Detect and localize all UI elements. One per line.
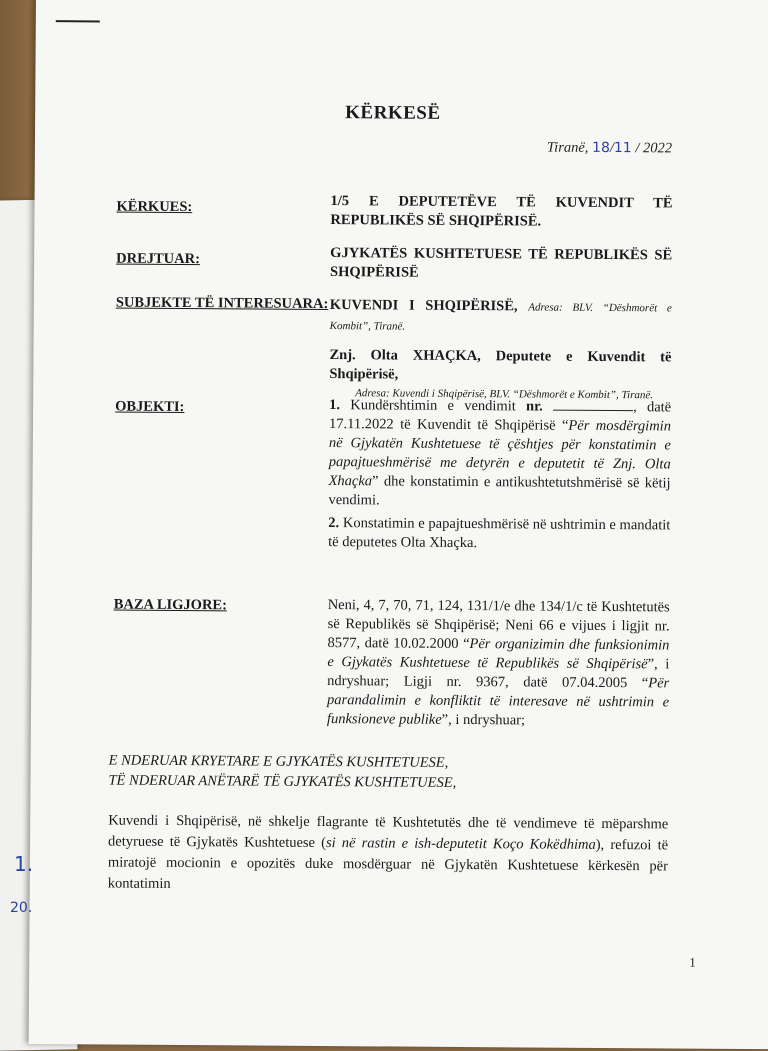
- objekti-item-1: [328, 396, 671, 512]
- item-1-text-c: ” dhe konstatimin e antikushtetutshmërisë së këtij vendimi.: [328, 473, 671, 509]
- item-1-nr: nr.: [525, 398, 543, 415]
- margin-note-1: 1.: [14, 852, 34, 876]
- year: / 2022: [635, 140, 673, 157]
- place-date: [547, 140, 672, 158]
- entity-2-name: Znj. Olta XHAÇKA, Deputete e Kuvendit të Shqipërisë,: [329, 347, 672, 383]
- kerkues-value: 1/5 E DEPUTETËVE TË KUVENDIT TË REPUBLIKËS SË SHQIPËRISË.: [330, 193, 673, 230]
- item-1-text-b: , datë 17.11.2022 të Kuvendit të Shqipërisë “: [328, 399, 672, 434]
- body-paragraph: [108, 811, 669, 899]
- handwritten-day: 18: [592, 139, 610, 157]
- salutation-line-1: E NDERUAR KRYETARE E GJYKATËS KUSHTETUESE,: [108, 752, 449, 771]
- baza-law-1: Për organizimin dhe funksionimin e Gjykatës Kushtetuese të Republikës së Shqipërisë: [327, 636, 670, 673]
- baza-label: BAZA LIGJORE:: [113, 596, 228, 614]
- salutation-line-2: TË NDERUAR ANËTARË TË GJYKATËS KUSHTETUESE,: [108, 772, 457, 791]
- drejtuar-label: DREJTUAR:: [116, 250, 200, 268]
- objekti-item-2: [328, 514, 670, 554]
- baza-text-3: ”, i ndryshuar;: [441, 711, 526, 729]
- blank-line: [553, 398, 633, 412]
- objekti-label: OBJEKTI:: [115, 398, 185, 416]
- document-title: KËRKESË: [345, 102, 441, 124]
- baza-law-2: Për parandalimin e konfliktit të interesave në ushtrimin e funksioneve publike: [326, 675, 670, 728]
- date-separator: /: [609, 140, 614, 157]
- page-number: 1: [689, 954, 696, 970]
- item-1-number: 1.: [329, 397, 341, 414]
- kerkues-label: KËRKUES:: [116, 198, 193, 216]
- place: Tiranë,: [546, 139, 589, 156]
- subjekte-entity-1: [330, 296, 672, 338]
- item-1-text-a: Kundërshtimin e vendimit: [350, 397, 516, 415]
- pen-mark: [56, 20, 100, 22]
- handwritten-month: 11: [613, 140, 632, 157]
- entity-2-address: Adresa: Kuvendi i Shqipërisë, BLV. “Dëshmorët e Kombit”, Tiranë.: [355, 387, 654, 402]
- body-text-a: Kuvendi i Shqipërisë, në shkelje flagrante të Kushtetutës dhe të vendimeve të mëparshme detyruese të Gjykatës Kushtetuese (: [108, 812, 669, 852]
- subjekte-label: SUBJEKTE TË INTERESUARA:: [115, 294, 329, 313]
- item-1-quote: Për mosdërgimin në Gjykatën Kushtetuese të çështjes për konstatimin e papajtueshmërisë me detyrën e deputetit të Znj. Olta Xhaçka: [328, 417, 672, 490]
- baza-text-1: Neni, 4, 7, 70, 71, 124, 131/1/e dhe 134/1/c të Kushtetutës së Republikës së Shqipërisë; Neni 66 e vijues i ligjit nr. 8577, datë 10.02.2000 “: [327, 597, 670, 653]
- baza-value: [327, 596, 670, 731]
- drejtuar-value: GJYKATËS KUSHTETUESE TË REPUBLIKËS SË SHQIPËRISË: [330, 245, 673, 281]
- body-text-b: ), refuzoi të miratojë mocionin e opozitës duke mosdërguar në Gjykatën Kushtetuese kërkesën për kontatimin: [107, 836, 669, 892]
- item-2-number: 2.: [328, 515, 340, 532]
- entity-1-address: Adresa: BLV. “Dëshmorët e Kombit”, Tiranë.: [329, 301, 672, 333]
- item-2-text: Konstatimin e papajtueshmërisë në ushtrimin e mandatit të deputetes Olta Xhaçka.: [328, 515, 671, 552]
- margin-note-2: 20.: [10, 900, 33, 916]
- baza-text-2: ”, i ndryshuar; Ligji nr. 9367, datë 07.04.2005 “: [327, 656, 670, 692]
- body-italic: si në rastin e ish-deputetit Koço Kokëdhima: [325, 835, 596, 853]
- salutation: [108, 751, 456, 793]
- document-page: [29, 0, 768, 1049]
- entity-1-name: KUVENDI I SHQIPËRISË,: [329, 297, 518, 315]
